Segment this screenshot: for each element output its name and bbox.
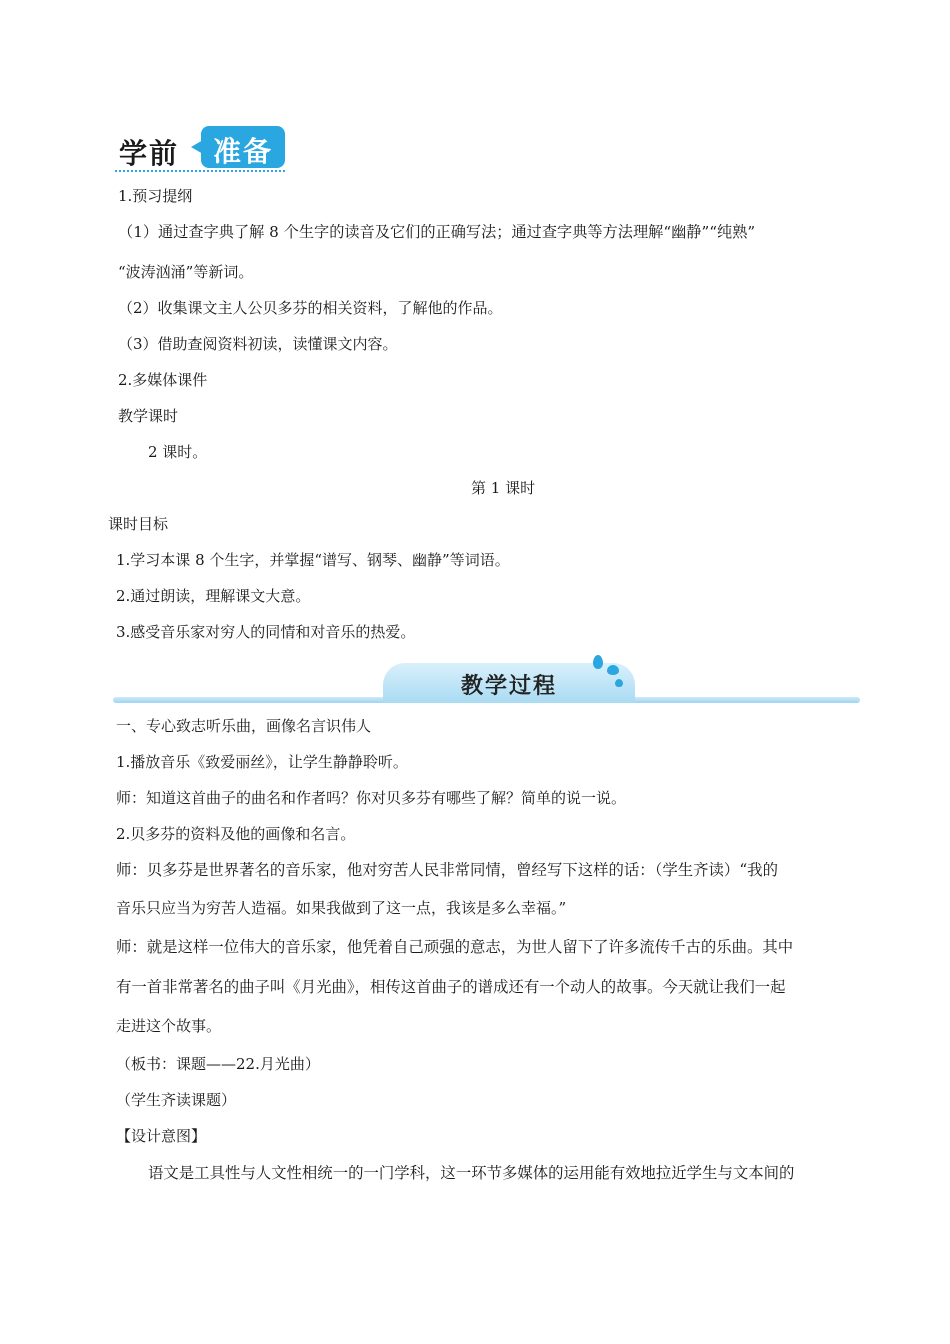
process-line: 师：知道这首曲子的曲名和作者吗？你对贝多芬有哪些了解？简单的说一说。: [116, 789, 627, 807]
splash-icon: [607, 665, 619, 675]
badge-title-right: 准备: [212, 135, 273, 168]
prep-line: （1）通过查字典了解 8 个生字的读音及它们的正确写法；通过查字典等方法理解“幽静”“纯熟”: [118, 223, 756, 241]
badge-title-left: 学前: [119, 137, 180, 170]
prep-line: 2 课时。: [148, 443, 208, 461]
lesson-title: 第 1 课时: [471, 479, 536, 497]
objectives-heading: 课时目标: [108, 515, 169, 533]
process-line: 走进这个故事。: [116, 1017, 222, 1035]
process-line: 师：贝多芬是世界著名的音乐家，他对穷苦人民非常同情，曾经写下这样的话：（学生齐读）“我的: [116, 861, 778, 879]
process-line: 师：就是这样一位伟大的音乐家，他凭着自己顽强的意志，为世人留下了许多流传千古的乐曲。其中: [116, 938, 794, 956]
process-line: 1.播放音乐《致爱丽丝》，让学生静静聆听。: [116, 753, 408, 771]
objective-item: 3.感受音乐家对穷人的同情和对音乐的热爱。: [116, 623, 416, 641]
process-line: （板书：课题——22.月光曲）: [116, 1055, 320, 1073]
process-line: 一、专心致志听乐曲，画像名言识伟人: [116, 717, 372, 735]
banner-tab: [383, 663, 635, 703]
process-line: （学生齐读课题）: [116, 1091, 237, 1109]
badge-title-right-box: [201, 126, 285, 168]
prep-line: （3）借助查阅资料初读，读懂课文内容。: [118, 335, 398, 353]
objective-item: 2.通过朗读，理解课文大意。: [116, 587, 311, 605]
prep-line: 2.多媒体课件: [118, 371, 208, 389]
section-title: 教学过程: [460, 674, 557, 699]
badge-underline: [115, 170, 285, 172]
prep-line: “波涛汹涌”等新词。: [118, 263, 254, 281]
prep-line: 教学课时: [118, 407, 179, 425]
splash-icon: [593, 655, 603, 669]
process-line: 音乐只应当为穷苦人造福。如果我做到了这一点，我该是多么幸福。”: [116, 899, 567, 917]
design-intent-heading: 【设计意图】: [116, 1127, 207, 1145]
process-line: 2.贝多芬的资料及他的画像和名言。: [116, 825, 356, 843]
process-line: 语文是工具性与人文性相统一的一门学科，这一环节多媒体的运用能有效地拉近学生与文本间的: [148, 1164, 795, 1182]
process-line: 有一首非常著名的曲子叫《月光曲》，相传这首曲子的谱成还有一个动人的故事。今天就让我们一起: [116, 978, 786, 996]
section-badge-preparation: [113, 124, 293, 172]
splash-icon: [615, 679, 623, 687]
prep-line: （2）收集课文主人公贝多芬的相关资料，了解他的作品。: [118, 299, 503, 317]
prep-line: 1.预习提纲: [118, 187, 193, 205]
objective-item: 1.学习本课 8 个生字，并掌握“谱写、钢琴、幽静”等词语。: [116, 551, 510, 569]
section-banner-teaching-process: [113, 655, 860, 707]
